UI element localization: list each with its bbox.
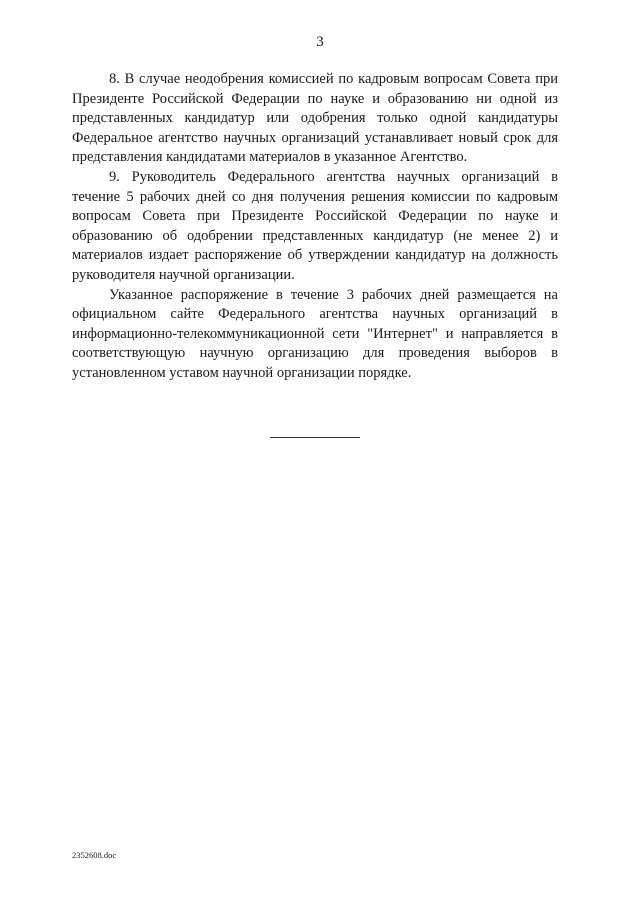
document-body: [72, 70, 558, 384]
end-divider: [270, 437, 360, 438]
page-number: 3: [316, 34, 324, 50]
paragraph-item-8: 8. В случае неодобрения комиссией по кадровым вопросам Совета при Президенте Российской Федерации по науке и образованию ни одной из представленных кандидатур или одобрения только одной кандидатуры Федеральное агентство научных организаций устанавливает новый срок для представления кандидатами материалов в указанное Агентство.: [72, 71, 558, 166]
paragraph-item-9: 9. Руководитель Федерального агентства научных организаций в течение 5 рабочих дней со дня получения решения комиссии по кадровым вопросам Совета при Президенте Российской Федерации по науке и образованию об одобрении представленных кандидатур (не менее 2) и материалов издает распоряжение об утверждении кандидатур на должность руководителя научной организации.: [72, 168, 558, 283]
footer-filename: 2352608.doc: [72, 850, 117, 860]
paragraph-publication-order: Указанное распоряжение в течение 3 рабочих дней размещается на официальном сайте Федерального агентства научных организаций в информационно-телекоммуникационной сети "Интернет" и направляется в соответствующую научную организацию для проведения выборов в установленном уставом научной организации порядке.: [72, 286, 558, 381]
